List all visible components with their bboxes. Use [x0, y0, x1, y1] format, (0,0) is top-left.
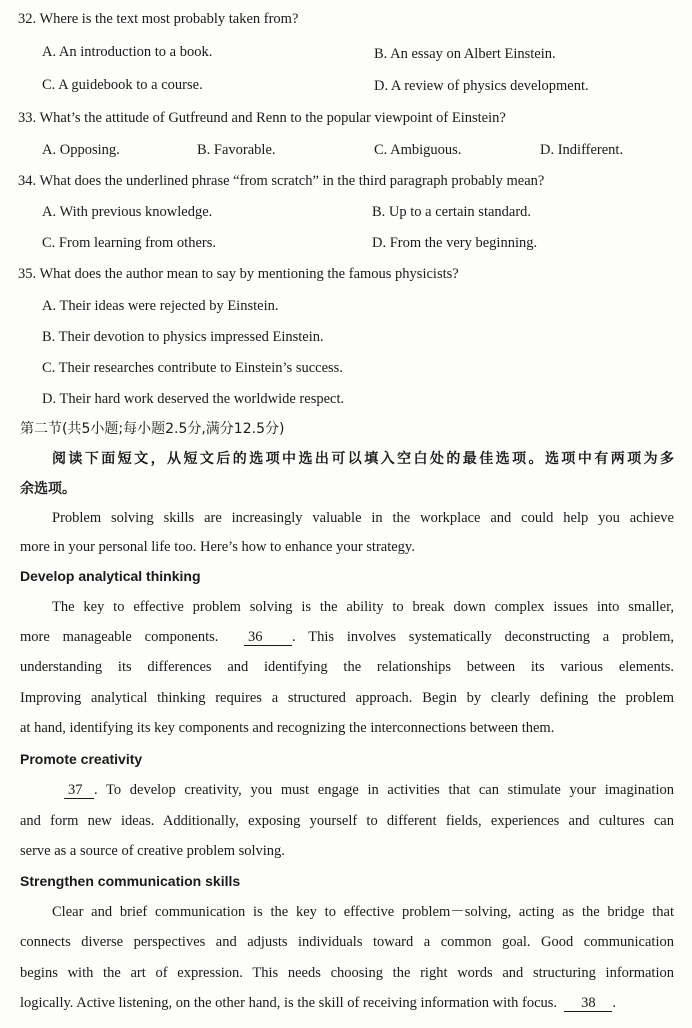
section-instruction-line1: 阅读下面短文，从短文后的选项中选出可以填入空白处的最佳选项。选项中有两项为多 [52, 451, 674, 467]
question-32-option-c: C. A guidebook to a course. [42, 77, 203, 93]
p1-line2 [20, 627, 674, 647]
question-35-option-b: B. Their devotion to physics impressed Einstein. [42, 329, 324, 345]
passage-intro-line2: more in your personal life too. Here’s how to enhance your strategy. [20, 539, 415, 555]
question-34-option-d: D. From the very beginning. [372, 235, 538, 251]
question-33-stem: 33. What’s the attitude of Gutfreund and Renn to the popular viewpoint of Einstein? [18, 110, 506, 126]
p1-line2-pre: more manageable components. [20, 629, 219, 645]
question-32-option-b: B. An essay on Albert Einstein. [374, 46, 556, 62]
question-32-option-a: A. An introduction to a book. [42, 44, 213, 60]
question-35-option-a: A. Their ideas were rejected by Einstein. [42, 298, 279, 314]
passage-intro-line1: Problem solving skills are increasingly valuable in the workplace and could help you achieve [52, 510, 674, 526]
question-34-option-a: A. With previous knowledge. [42, 204, 213, 220]
p3-line2: connects diverse perspectives and adjusts individuals toward a common goal. Good communication [20, 934, 674, 950]
blank-38: 38 [564, 995, 612, 1012]
blank-37: 37 [64, 782, 94, 799]
question-32-option-d: D. A review of physics development. [374, 78, 589, 94]
p1-line4: Improving analytical thinking requires a structured approach. Begin by clearly defining the problem [20, 690, 674, 706]
p1-line2-post: . This involves systematically deconstructing a problem, [292, 629, 674, 645]
p3-line3: begins with the art of expression. This needs choosing the right words and structuring information [20, 965, 674, 981]
question-34-option-c: C. From learning from others. [42, 235, 216, 251]
p1-line5: at hand, identifying its key components and recognizing the interconnections between them. [20, 720, 555, 736]
blank-36: 36 [244, 629, 292, 646]
question-33-option-c: C. Ambiguous. [374, 142, 462, 158]
section-instruction-line2: 余选项。 [20, 481, 76, 497]
subheading-creativity: Promote creativity [20, 751, 143, 767]
p3-line4 [20, 993, 616, 1013]
p3-line1: Clear and brief communication is the key to effective problem－solving, acting as the bridge that [52, 904, 674, 920]
question-34-stem: 34. What does the underlined phrase “from scratch” in the third paragraph probably mean? [18, 173, 545, 189]
question-35-stem: 35. What does the author mean to say by mentioning the famous physicists? [18, 266, 459, 282]
p2-line1-post: . To develop creativity, you must engage in activities that can stimulate your imagination [94, 782, 674, 798]
p1-line1: The key to effective problem solving is the ability to break down complex issues into smaller, [52, 599, 674, 615]
question-33-option-d: D. Indifferent. [540, 142, 624, 158]
question-32-stem: 32. Where is the text most probably taken from? [18, 11, 299, 27]
section-heading: 第二节(共5小题;每小题2.5分,满分12.5分) [20, 421, 285, 437]
p2-line2: and form new ideas. Additionally, exposing yourself to different fields, experiences and cultures can [20, 813, 674, 829]
question-33-option-a: A. Opposing. [42, 142, 120, 158]
question-33-option-b: B. Favorable. [197, 142, 276, 158]
question-35-option-c: C. Their researches contribute to Einstein’s success. [42, 360, 343, 376]
subheading-analytical: Develop analytical thinking [20, 568, 201, 584]
subheading-communication: Strengthen communication skills [20, 873, 241, 889]
p3-line4-period: . [612, 995, 616, 1011]
p2-line3: serve as a source of creative problem solving. [20, 843, 285, 859]
question-34-option-b: B. Up to a certain standard. [372, 204, 532, 220]
p2-line1 [64, 780, 674, 800]
question-35-option-d: D. Their hard work deserved the worldwide respect. [42, 391, 345, 407]
p3-line4-pre: logically. Active listening, on the other hand, is the skill of receiving information with focus. [20, 995, 558, 1011]
p1-line3: understanding its differences and identifying the relationships between its various elements. [20, 659, 674, 675]
